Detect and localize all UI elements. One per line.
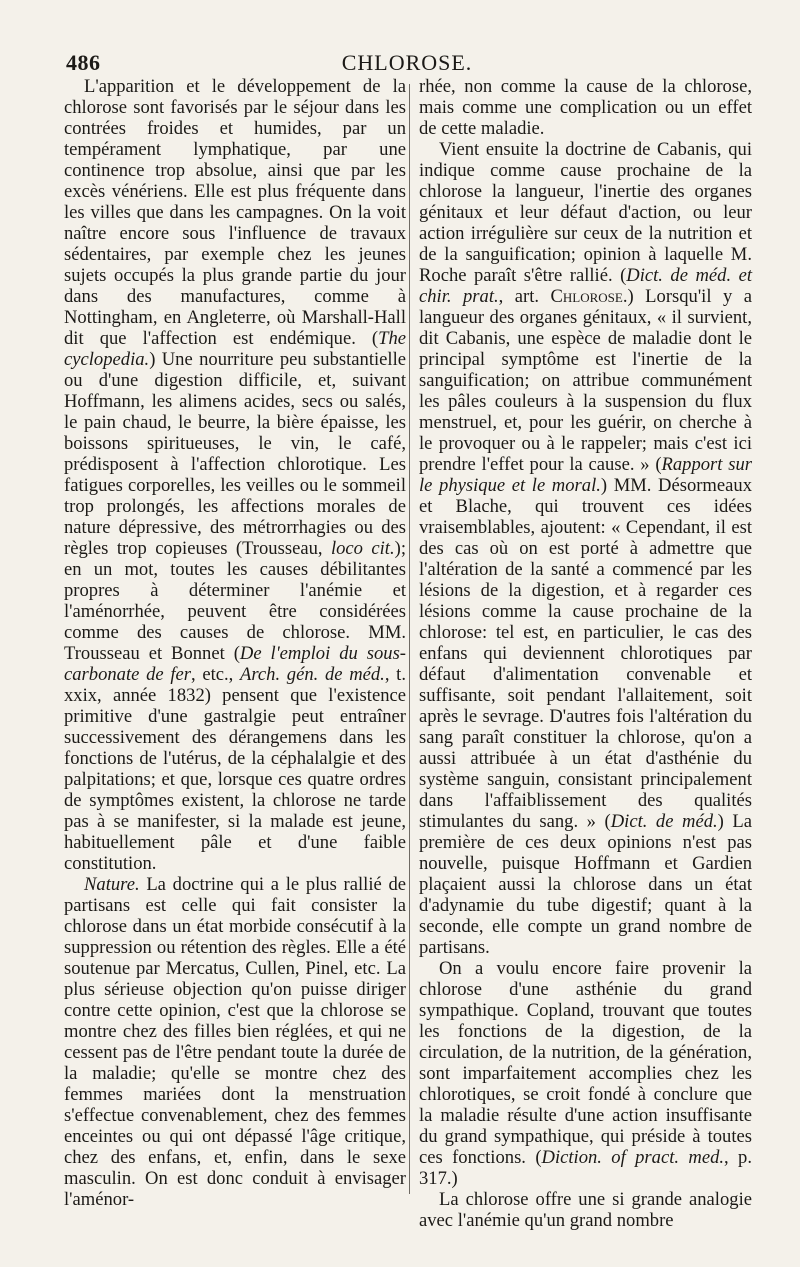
citation: Rapport sur le physique et le moral. [419,454,752,496]
left-paragraph-1 [64,76,406,874]
text-run: La doctrine qui a le plus rallié de partisans est celle qui fait consister la chlorose dans un état morbide consécutif à la suppression ou rétention des règles. Elle a été soutenue par Mercatus, Cullen, Pinel, etc. La plus sérieuse objection qu'on puisse diriger contre cette opinion, c'est que la chlorose se montre chez des filles bien réglées, et qui ne cessent pas de l'être pendant toute la durée de la maladie; qu'elle se montre chez des femmes mariées dont la menstruation s'effectue convenablement, chez des femmes enceintes ou qui ont dépassé l'âge critique, chez des enfans, et, enfin, dans le sexe masculin. On est donc conduit à envisager l'aménor- [64,874,406,1210]
article-name: Chlorose [550,286,623,307]
right-column [419,76,752,1231]
citation: De l'emploi du sous-carbonate de fer [64,643,406,685]
right-paragraph-1 [419,139,752,958]
text-run: , p. 317.) [419,1147,752,1189]
citation: loco cit. [330,538,395,559]
section-lead: Nature. [84,874,140,895]
right-paragraph-2 [419,958,752,1189]
text-run: rhée, non comme la cause de la chlorose, mais comme une complication ou un effet de cette maladie. [419,76,752,139]
text-run: ); en un mot, toutes les causes débilitantes propres à déterminer l'anémie et l'aménorrhée, peuvent être considérées comme des causes de chlorose. MM. Trousseau et Bonnet ( [64,538,406,664]
text-run: ) MM. Désormeaux et Blache, qui trouvent ces idées vraisemblables, ajoutent: « Cependant, il est des cas où on est porté à admettre que l'altération de la santé a commencé par les lésions de la digestion, et à regarder ces lésions comme la cause prochaine de la chlorose: tel est, en particulier, le cas des enfans qui deviennent chlorotiques par défaut d'alimentation convenable et suffisante, soit pendant l'allaitement, soit après le sevrage. D'autres fois l'altération du sang paraît constituer la chlorose, qu'on a aussi attribuée à un état d'asthénie du système sanguin, consistant principalement dans l'affaiblissement des qualités stimulantes du sang. » ( [419,475,752,832]
text-run: , t. xxix, année 1832) pensent que l'existence primitive d'une gastralgie peut entraîner successivement des dérangemens dans les fonctions de l'utérus, de la céphalalgie et des palpitations; et que, lorsque ces quatre ordres de symptômes existent, la chlorose ne tarde pas à se manifester, si la malade est jeune, habituellement pâle et d'une faible constitution. [64,664,406,874]
page-number: 486 [66,50,101,75]
column-divider [409,84,410,1194]
text-run: La chlorose offre une si grande analogie avec l'anémie qu'un grand nombre [419,1189,752,1231]
text-run: L'apparition et le développement de la chlorose sont favorisés par le séjour dans les contrées froides et humides, par un tempérament lymphatique, par une continence trop absolue, ainsi que par les excès vénériens. Elle est plus fréquente dans les villes que dans les campagnes. On la voit naître encore sous l'influence de travaux sédentaires, par exemple chez les jeunes sujets occupés la plus grande partie du jour dans des manufactures, comme à Nottingham, en Angleterre, où Marshall-Hall dit que l'affection est endémique. ( [64,76,406,349]
page-header [62,50,752,78]
citation: Dict. de méd. [610,811,718,832]
text-run: , etc., [190,664,240,685]
citation: Arch. gén. de méd. [239,664,385,685]
citation: The cyclopedia. [64,328,406,370]
left-paragraph-2 [64,874,406,1210]
running-title: CHLOROSE. [341,50,473,75]
text-run: Vient ensuite la doctrine de Cabanis, qui indique comme cause prochaine de la chlorose la langueur, l'inertie des organes génitaux et leur défaut d'action, ou leur action irrégulière sur ceux de la nutrition et de la sanguification; opinion à laquelle M. Roche paraît s'être rallié. ( [419,139,752,286]
citation: Diction. of pract. med. [541,1147,725,1168]
text-run: .) Lorsqu'il y a langueur des organes génitaux, « il survient, dit Cabanis, une espèce de maladie dont le principal symptôme est l'inertie de la sanguification; on attribue communément les pâles couleurs à la suspension du flux menstruel, et, pour les guérir, on cherche à le provoquer ou à le rappeler; mais c'est ici prendre l'effet pour la cause. » ( [419,286,752,475]
text-run: ) Une nourriture peu substantielle ou d'une digestion difficile, et, suivant Hoffmann, les alimens acides, secs ou salés, le pain chaud, le beurre, la bière épaisse, les boissons spiritueuses, le vin, le café, prédisposent à l'affection chlorotique. Les fatigues corporelles, les veilles ou le sommeil trop prolongés, les affections morales de nature dépressive, des métrorrhagies ou des règles trop copieuses (Trousseau, [64,349,406,559]
left-column [64,76,406,1210]
text-run: , art. [498,286,551,307]
text-run: On a voulu encore faire provenir la chlorose d'une asthénie du grand sympathique. Copland, trouvant que toutes les fonctions de la digestion, de la circulation, de la nutrition, de la génération, sont imparfaitement accomplies chez les chlorotiques, se croit fondé à conclure que la maladie résulte d'une action insuffisante du grand sympathique, qui préside à toutes ces fonctions. ( [419,958,752,1168]
text-run: ) La première de ces deux opinions n'est pas nouvelle, puisque Hoffmann et Gardien plaçaient aussi la chlorose dans un état d'adynamie du tube digestif; quant à la seconde, elle compte un grand nombre de partisans. [419,811,753,958]
right-paragraph-3 [419,1189,752,1231]
right-paragraph-0 [419,76,752,139]
citation: Dict. de méd. et chir. prat. [419,265,753,307]
